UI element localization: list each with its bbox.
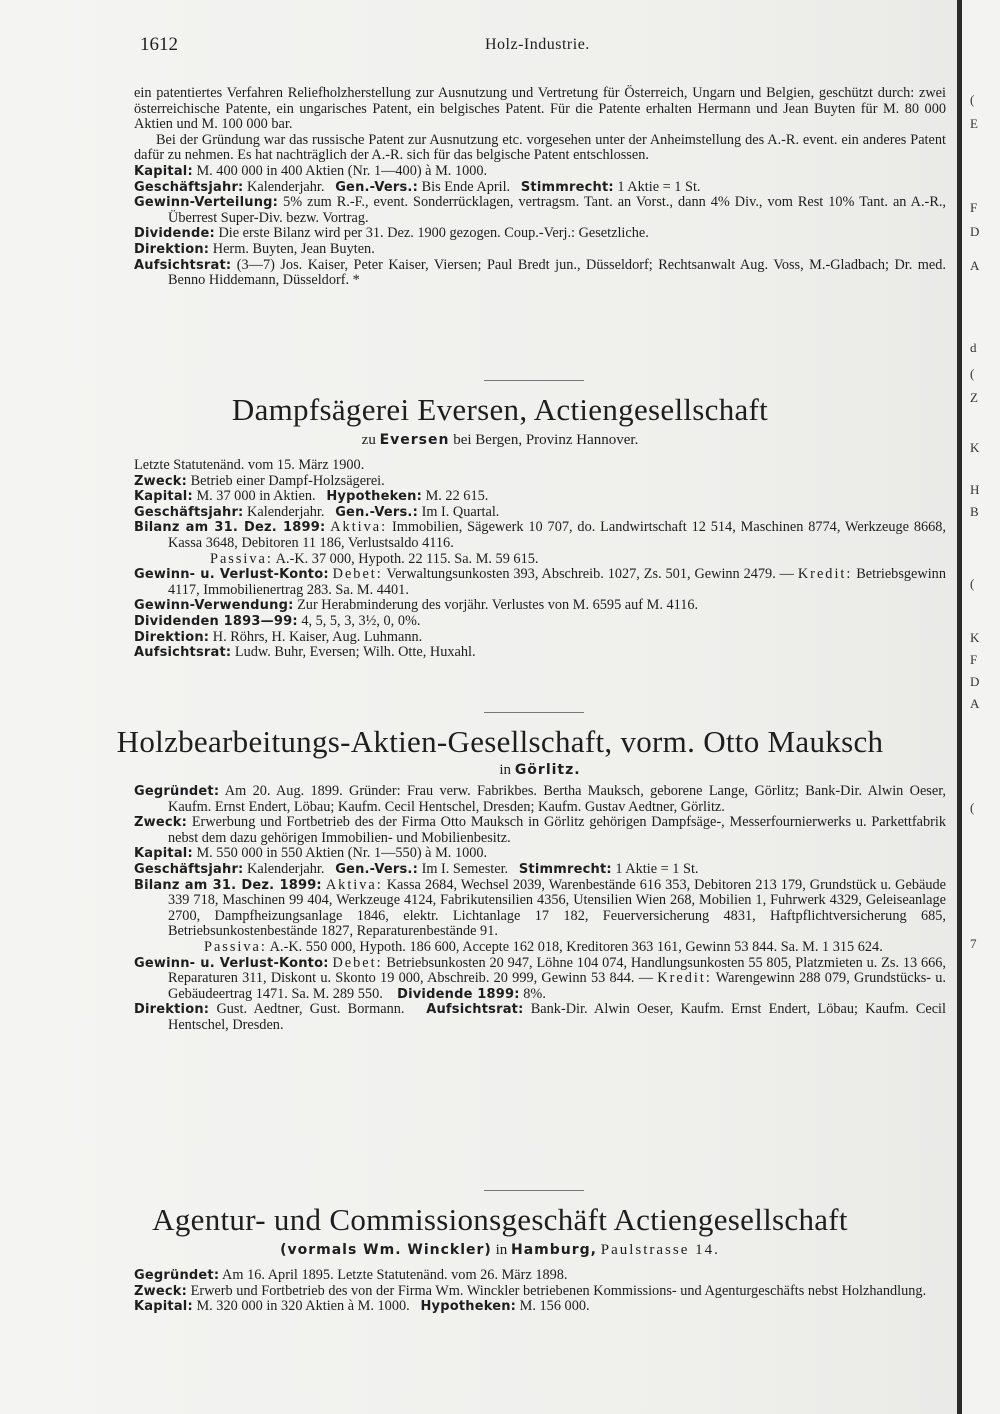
passiva-word: Passiva: <box>204 938 267 955</box>
location-prefix: zu <box>361 432 376 448</box>
dividenden-line <box>134 614 946 630</box>
direktion-line <box>134 630 946 646</box>
field-value: H. Röhrs, H. Kaiser, Aug. Luhmann. <box>212 628 423 645</box>
company-title: Agentur- und Commissionsgeschäft Actiengesellschaft <box>152 1202 848 1237</box>
field-value: (3—7) Jos. Kaiser, Peter Kaiser, Viersen; Paul Bredt jun., Düsseldorf; Rechtsanwalt Aug. Voss, M.-Gladbach; Dr. med. Benno Hiddemann, Düsseldorf. * <box>168 256 946 289</box>
field-value: 1 Aktie = 1 St. <box>617 178 701 195</box>
field-value: M. 320 000 in 320 Aktien à M. 1000. <box>196 1298 410 1315</box>
edge-letter: ( <box>970 366 975 381</box>
field-label: Hypotheken: <box>420 1299 517 1315</box>
edge-letter: d <box>970 340 977 355</box>
field-value: Am 20. Aug. 1899. Gründer: Frau verw. Fabrikbes. Bertha Mauksch, geborene Lange, Görlitz; Bank-Dir. Alwin Oeser, Kaufm. Ernst Endert, Löbau; Kaufm. Cecil Hentschel, Dresden; Kaufm. Gustav Aedtner, Görlitz. <box>168 783 946 815</box>
field-label: Stimmrecht: <box>520 179 614 195</box>
edge-letter: D <box>970 224 980 239</box>
field-label: Gewinn-Verwendung: <box>134 598 294 614</box>
field-value: 1 Aktie = 1 St. <box>615 860 699 877</box>
field-value: M. 37 000 in Aktien. <box>196 488 316 505</box>
field-value: Kalenderjahr. <box>247 503 325 520</box>
edge-letter: E <box>970 116 978 131</box>
direktion-line <box>134 242 946 258</box>
aktiva-word: Aktiva: <box>325 876 383 893</box>
section-divider <box>484 380 584 381</box>
field-value: Betriebsgewinn 4117, Immobilienertrag 283. Sa. M. 4401. <box>168 566 946 598</box>
guv-line <box>134 567 946 598</box>
field-value: Verwaltungsunkosten 393, Abschreib. 1027, Zs. 501, Gewinn 2479. — <box>386 566 794 583</box>
gewinn-verwendung-line <box>134 598 946 614</box>
edge-letter: D <box>970 674 980 689</box>
kapital-line <box>134 489 946 505</box>
edge-letter: A <box>970 258 980 273</box>
field-label: Zweck: <box>134 815 188 831</box>
field-label: Gen.-Vers.: <box>335 504 418 520</box>
kredit-word: Kredit: <box>657 970 712 987</box>
edge-letter: Z <box>970 390 978 405</box>
field-label: Geschäftsjahr: <box>134 179 244 195</box>
location-prefix: in <box>499 762 512 778</box>
field-value: Kassa 2684, Wechsel 2039, Warenbestände 616 353, Debitoren 213 179, Grundstück u. Gebäude 339 718, Maschinen 99 404, Werkzeuge 4124, Fabrikutensilien 4356, Utensilien Wien 268, Mobilien 1, Fuhrwerk 4329, Geleiseanlage 2700, Dampfheizungsanlage 1846, elektr. Lichtanlage 17 182, Feuerversicherung 4831, Haftpflichtversicherung 685, Betriebsunkostenbestände 1827, Reparaturenbestände 91. <box>168 876 946 940</box>
section-agentur <box>134 1268 946 1315</box>
section-continuation <box>134 86 946 289</box>
edge-letter: H <box>970 482 980 497</box>
edge-letter: K <box>970 440 980 455</box>
section-dampfsaegerei <box>134 458 946 661</box>
company-title: Dampfsägerei Eversen, Actiengesellschaft <box>231 392 769 427</box>
paragraph: ein patentiertes Verfahren Reliefholzherstellung zur Ausnutzung und Vertretung für Österreich, Ungarn und Belgien, geschützt durch: zwei österreichische Patente, ein ungarisches Patent, ein belgisches Patent. Für die Patente erhalten Hermann und Jean Buyten für M. 80 000 Aktien und M. 100 000 bar. <box>134 85 946 133</box>
field-label: Aufsichtsrat: <box>134 257 232 273</box>
geschaeftsjahr-line <box>134 862 946 878</box>
field-label: Aufsichtsrat: <box>134 645 232 661</box>
edge-letter: 7 <box>970 936 977 951</box>
field-value: Ludw. Buhr, Eversen; Wilh. Otte, Huxahl. <box>234 644 476 661</box>
field-label: Zweck: <box>134 1283 188 1299</box>
field-value: M. 22 615. <box>425 488 489 505</box>
statut-line: Letzte Statutenänd. vom 15. März 1900. <box>134 457 365 473</box>
edge-letter: ( <box>970 576 975 591</box>
field-value: 4, 5, 5, 3, 3½, 0, 0%. <box>301 612 421 629</box>
bilanz-line <box>134 520 946 551</box>
guv-line <box>134 956 946 1003</box>
field-value: Im I. Semester. <box>421 860 509 877</box>
adjacent-page-edge <box>957 0 1000 1414</box>
kapital-line <box>134 164 946 180</box>
edge-letter: A <box>970 696 980 711</box>
kredit-word: Kredit: <box>797 566 853 583</box>
field-value: Betriebsunkosten 20 947, Löhne 104 074, Handlungsunkosten 55 805, Platzmieten u. Zs. 13 666, Reparaturen 311, Diskont u. Skonto 19 000, Abschreib. 20 999, Gewinn 53 844. — <box>168 954 946 987</box>
location-place: Hamburg, <box>511 1242 597 1258</box>
field-label: Direktion: <box>134 1002 210 1018</box>
aufsichtsrat-line <box>134 258 946 289</box>
street-address: Paulstrasse 14. <box>600 1242 720 1258</box>
field-label: Zweck: <box>134 473 188 489</box>
geschaeftsjahr-line <box>134 505 946 521</box>
field-value: M. 400 000 in 400 Aktien (Nr. 1—400) à M. 1000. <box>196 162 488 179</box>
company-title: Holzbearbeitungs-Aktien-Gesellschaft, vorm. Otto Mauksch <box>116 724 884 759</box>
field-value: Betrieb einer Dampf-Holzsägerei. <box>190 472 385 489</box>
section-holzbearbeitung <box>134 784 946 1034</box>
field-label: Bilanz am 31. Dez. 1899: <box>134 520 326 536</box>
field-label: Direktion: <box>134 629 210 645</box>
kapital-line <box>134 846 946 862</box>
field-label: Direktion: <box>134 241 210 257</box>
field-label: Dividende: <box>134 226 215 242</box>
bilanz-line <box>134 878 946 940</box>
field-label: Kapital: <box>134 1299 193 1315</box>
location-rest: bei Bergen, Provinz Hannover. <box>453 432 639 448</box>
field-value: Am 16. April 1895. Letzte Statutenänd. vom 26. März 1898. <box>222 1267 568 1283</box>
field-label: Gen.-Vers.: <box>335 179 418 195</box>
field-value: Erwerb und Fortbetrieb des von der Firma Wm. Winckler betriebenen Kommissions- und Agenturgeschäfts nebst Holzhandlung. <box>190 1282 927 1299</box>
field-value: Kalenderjahr. <box>247 178 325 195</box>
debet-word: Debet: <box>332 954 383 971</box>
field-label: Stimmrecht: <box>518 861 612 877</box>
field-value: Erwerbung und Fortbetrieb des der Firma Otto Mauksch in Görlitz gehörigen Dampfsäge-, Messerfournierwerks u. Parkettfabrik nebst dem dazu gehörigen Immobilien- und Mobilienbesitz. <box>168 814 946 846</box>
edge-letter: F <box>970 200 978 215</box>
page-header <box>140 34 940 58</box>
gegruendet-line <box>134 1268 946 1284</box>
field-label: Gewinn- u. Verlust-Konto: <box>134 955 329 971</box>
edge-letter: B <box>970 504 979 519</box>
debet-word: Debet: <box>332 566 383 583</box>
zweck-line <box>134 474 946 490</box>
passiva-word: Passiva: <box>210 550 273 567</box>
gegruendet-line <box>134 784 946 815</box>
field-value: A.-K. 37 000, Hypoth. 22 115. Sa. M. 59 615. <box>275 550 539 567</box>
paragraph: Bei der Gründung war das russische Patent zur Ausnutzung etc. vorgesehen unter der Anheimstellung des A.-R. event. ein anderes Patent dafür zu nehmen. Es hat nachträglich der A.-R. sich für das belgische Patent entschlossen. <box>134 131 946 164</box>
field-value: 8%. <box>523 985 546 1002</box>
running-title: Holz-Industrie. <box>485 36 590 53</box>
passiva-line <box>134 552 946 568</box>
edge-letter: K <box>970 630 980 645</box>
field-label: Dividenden 1893—99: <box>134 613 298 629</box>
geschaeftsjahr-line <box>134 180 946 196</box>
field-value: Bis Ende April. <box>421 178 511 195</box>
field-value: Die erste Bilanz wird per 31. Dez. 1900 gezogen. Coup.-Verj.: Gesetzliche. <box>218 225 649 242</box>
zweck-line <box>134 815 946 846</box>
section-divider <box>484 1190 584 1191</box>
field-value: Zur Herabminderung des vorjähr. Verlustes von M. 6595 auf M. 4116. <box>297 597 699 614</box>
field-value: Gust. Aedtner, Gust. Bormann. <box>216 1001 405 1018</box>
dividende-line <box>134 226 946 242</box>
field-label: Gewinn-Verteilung: <box>134 195 279 211</box>
field-value: Warengewinn 288 079, Grundstücks- u. Gebäudeertrag 1471. Sa. M. 289 550. <box>168 970 946 1002</box>
aufsichtsrat-line <box>134 645 946 661</box>
location-place: Eversen <box>379 432 450 448</box>
field-label: Kapital: <box>134 489 193 505</box>
location-prefix: in <box>495 1242 508 1258</box>
field-label: Hypotheken: <box>326 489 422 505</box>
edge-letter: ( <box>970 800 975 815</box>
field-value: 5% zum R.-F., event. Sonderrücklagen, vertragsm. Tant. an Vorst., dann 4% Div., vom Rest 10% Tant. an A.-R., Überrest Super-Div. bezw. Vortrag. <box>168 194 946 226</box>
company-location <box>0 432 1000 449</box>
company-location <box>0 1242 1000 1259</box>
field-label: Geschäftsjahr: <box>134 504 244 520</box>
field-label: Gewinn- u. Verlust-Konto: <box>134 567 329 583</box>
field-value: A.-K. 550 000, Hypoth. 186 600, Accepte 162 018, Kreditoren 363 161, Gewinn 53 844. Sa. M. 1 315 624. <box>269 938 883 955</box>
section-divider <box>484 712 584 713</box>
direktion-line <box>134 1002 946 1033</box>
page-number: 1612 <box>140 34 178 55</box>
former-name: (vormals Wm. Winckler) <box>280 1242 492 1258</box>
field-value: Herm. Buyten, Jean Buyten. <box>212 240 375 257</box>
field-value: Immobilien, Sägewerk 10 707, do. Landwirtschaft 12 514, Maschinen 8774, Werkzeuge 8668, Kassa 3648, Debitoren 11 186, Verlustsaldo 4116. <box>168 519 946 551</box>
field-label: Gegründet: <box>134 1268 220 1283</box>
passiva-line <box>134 940 946 956</box>
edge-letter: F <box>970 652 978 667</box>
field-label: Bilanz am 31. Dez. 1899: <box>134 877 322 893</box>
field-label: Gen.-Vers.: <box>335 861 418 877</box>
field-label: Geschäftsjahr: <box>134 861 244 877</box>
field-value: Im I. Quartal. <box>421 503 500 520</box>
kapital-line <box>134 1299 946 1315</box>
field-label: Dividende 1899: <box>397 986 520 1002</box>
location-place: Görlitz. <box>514 762 581 778</box>
field-value: Kalenderjahr. <box>247 860 325 877</box>
aktiva-word: Aktiva: <box>330 519 388 536</box>
zweck-line <box>134 1284 946 1300</box>
field-value: M. 156 000. <box>519 1298 590 1315</box>
field-label: Gegründet: <box>134 784 220 799</box>
field-value: M. 550 000 in 550 Aktien (Nr. 1—550) à M. 1000. <box>196 845 488 862</box>
field-label: Kapital: <box>134 846 193 862</box>
field-label: Aufsichtsrat: <box>426 1002 524 1018</box>
field-label: Kapital: <box>134 163 193 179</box>
company-location <box>40 762 1000 779</box>
field-value: Bank-Dir. Alwin Oeser, Kaufm. Ernst Endert, Löbau; Kaufm. Cecil Hentschel, Dresden. <box>168 1001 946 1033</box>
gewinn-verteilung-line <box>134 195 946 226</box>
edge-letter: ( <box>970 92 975 107</box>
